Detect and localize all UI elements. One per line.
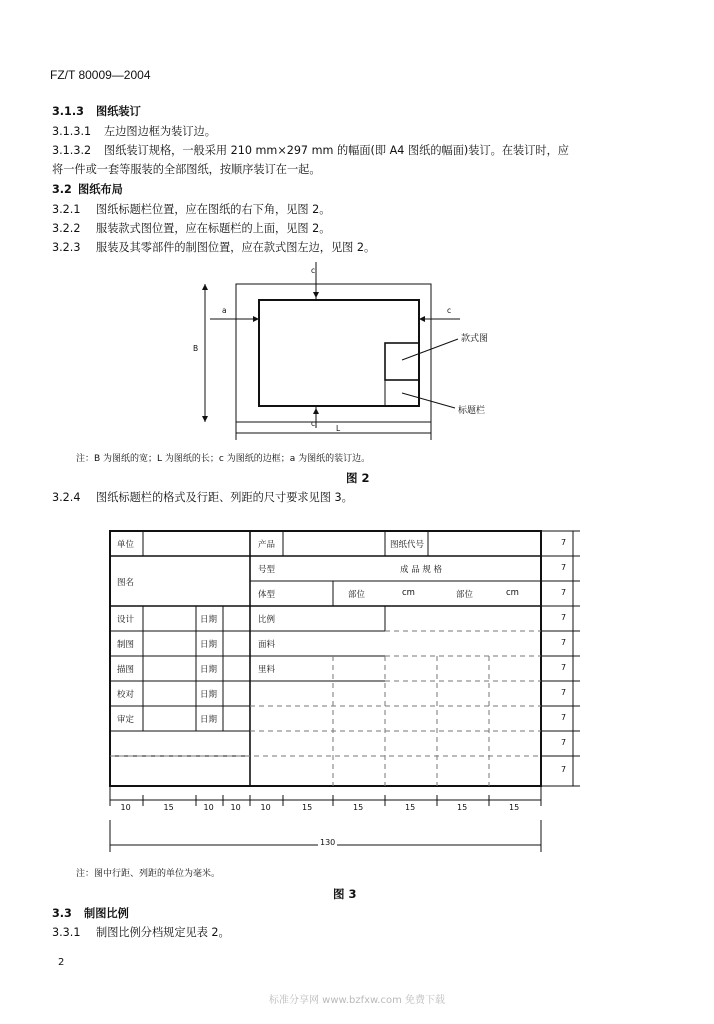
section-number: 3.2.1 bbox=[52, 203, 81, 216]
row-dimension-label: 7 bbox=[561, 637, 567, 647]
section-title: 图纸装订 bbox=[96, 105, 141, 118]
fig3-note: 注：图中行距、列距的单位为毫米。 bbox=[76, 869, 221, 879]
column-dimension-label: 15 bbox=[457, 803, 468, 812]
row-dimension-label: 7 bbox=[561, 587, 567, 597]
cell-size: 号型 bbox=[258, 565, 276, 575]
section-number: 3.1.3.1 bbox=[52, 125, 92, 138]
section-number: 3.3.1 bbox=[52, 926, 81, 939]
section-text: 左边图边框为装订边。 bbox=[104, 125, 216, 138]
row-dimension-label: 7 bbox=[561, 537, 567, 547]
section-number: 3.2.3 bbox=[52, 241, 81, 254]
fig2-caption: 图 2 bbox=[346, 471, 370, 485]
section-text: 图纸标题栏的格式及行距、列距的尺寸要求见图 3。 bbox=[96, 491, 353, 504]
section-3-3 bbox=[52, 906, 129, 921]
column-dimension-label: 10 bbox=[203, 803, 214, 812]
row-dimension-label: 7 bbox=[561, 562, 567, 572]
cell-drawing-name: 图名 bbox=[117, 578, 135, 588]
section-number: 3.2 bbox=[52, 183, 72, 196]
title-block-outer bbox=[110, 531, 541, 786]
section-number: 3.1.3 bbox=[52, 105, 84, 118]
column-dimension-label: 15 bbox=[353, 803, 364, 812]
section-text: 图纸标题栏位置，应在图纸的右下角，见图 2。 bbox=[96, 203, 331, 216]
fig2-note: 注：B 为图纸的宽；L 为图纸的长；c 为图纸的边框；a 为图纸的装订边。 bbox=[76, 454, 371, 464]
cell-date-3: 日期 bbox=[200, 665, 218, 675]
section-text: 制图比例分档规定见表 2。 bbox=[96, 926, 230, 939]
cell-finished-spec: 成 品 规 格 bbox=[400, 565, 443, 575]
cell-part-2: 部位 bbox=[456, 590, 474, 600]
page-number: 2 bbox=[58, 957, 65, 968]
cell-date-5: 日期 bbox=[200, 715, 218, 725]
row-dimension-label: 7 bbox=[561, 765, 567, 774]
section-text: 图纸装订规格，一般采用 210 mm×297 mm 的幅面(即 A4 图纸的幅面)装订。在装订时，应 bbox=[104, 144, 569, 157]
cell-date-1: 日期 bbox=[200, 615, 218, 625]
row-dimension-label: 7 bbox=[561, 662, 567, 672]
fig2-label-c-bottom: c bbox=[311, 419, 316, 428]
cell-check: 校对 bbox=[117, 690, 135, 700]
cell-cm-2: cm bbox=[506, 588, 519, 598]
cell-date-2: 日期 bbox=[200, 640, 218, 650]
fig2-label-title-block: 标题栏 bbox=[458, 406, 486, 416]
fig2-label-B: B bbox=[193, 344, 199, 353]
fig2-label-style-drawing: 款式图 bbox=[461, 334, 489, 344]
fig2-label-c-top: c bbox=[311, 266, 316, 275]
cell-lining: 里料 bbox=[258, 665, 276, 675]
cell-unit: 单位 bbox=[117, 540, 135, 550]
section-text: 服装及其零部件的制图位置，应在款式图左边，见图 2。 bbox=[96, 241, 376, 254]
section-title: 图纸布局 bbox=[78, 183, 123, 196]
cell-drawing-no: 图纸代号 bbox=[390, 540, 425, 550]
column-dimension-label: 15 bbox=[163, 803, 174, 812]
cell-fabric: 面料 bbox=[258, 640, 276, 650]
cell-design: 设计 bbox=[117, 615, 135, 625]
cell-body-type: 体型 bbox=[258, 590, 276, 600]
cell-approve: 审定 bbox=[117, 715, 135, 725]
section-3-1-3-2-cont: 将一件或一套等服装的全部图纸，按顺序装订在一起。 bbox=[52, 163, 321, 176]
row-dimension-label: 7 bbox=[561, 687, 567, 697]
standard-code: FZ/T 80009—2004 bbox=[50, 68, 151, 82]
cell-date-4: 日期 bbox=[200, 690, 218, 700]
cell-cm-1: cm bbox=[402, 588, 415, 598]
section-number: 3.3 bbox=[52, 907, 72, 920]
column-dimension-label: 15 bbox=[302, 803, 313, 812]
column-dimension-label: 10 bbox=[230, 803, 241, 812]
total-width-label: 130 bbox=[320, 838, 336, 847]
row-dimension-label: 7 bbox=[561, 737, 567, 747]
column-dimension-label: 15 bbox=[509, 803, 520, 812]
column-dimension-label: 10 bbox=[120, 803, 131, 812]
cell-scale: 比例 bbox=[258, 615, 276, 625]
row-dimension-label: 7 bbox=[561, 712, 567, 722]
section-title: 制图比例 bbox=[84, 907, 129, 920]
fig2-label-L: L bbox=[336, 424, 341, 433]
cell-draft: 制图 bbox=[117, 640, 135, 650]
section-number: 3.2.2 bbox=[52, 222, 81, 235]
column-dimension-label: 10 bbox=[260, 803, 271, 812]
cell-product: 产品 bbox=[258, 540, 276, 550]
section-3-3-1 bbox=[52, 925, 230, 940]
section-text: 服装款式图位置，应在标题栏的上面，见图 2。 bbox=[96, 222, 331, 235]
section-number: 3.2.4 bbox=[52, 491, 81, 504]
cell-part-1: 部位 bbox=[348, 590, 366, 600]
cell-trace: 描图 bbox=[117, 665, 135, 675]
fig3-caption: 图 3 bbox=[333, 887, 357, 901]
site-footer: 标准分享网 www.bzfxw.com 免费下载 bbox=[269, 995, 445, 1006]
row-dimension-label: 7 bbox=[561, 612, 567, 622]
fig2-label-a: a bbox=[222, 306, 227, 315]
fig2-label-c-right: c bbox=[447, 306, 452, 315]
section-number: 3.1.3.2 bbox=[52, 144, 92, 157]
column-dimension-label: 15 bbox=[405, 803, 416, 812]
